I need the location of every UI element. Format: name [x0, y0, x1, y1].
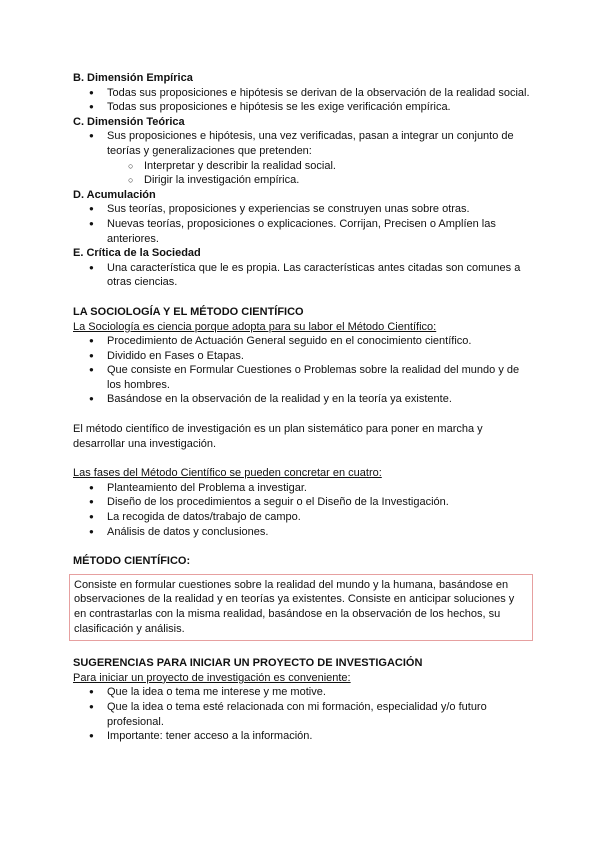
- sociologia-intro: La Sociología es ciencia porque adopta para su labor el Método Científico:: [73, 320, 437, 333]
- list-item: ● Planteamiento del Problema a investigar.: [73, 481, 533, 496]
- spacer: [73, 539, 533, 554]
- metodo-definition-text: Consiste en formular cuestiones sobre la realidad del mundo y la humana, basándose en observaciones de la realidad y en teorías ya existentes. Consiste en anticipar soluciones y en contrastarlas con la misma realidad, basándose en la observación de los hechos, su clasificación y análisis.: [74, 578, 515, 635]
- list-item: ● Nuevas teorías, proposiciones o explicaciones. Corrijan, Precisen o Amplíen las anteriores.: [73, 217, 533, 246]
- list-acumulacion: [73, 202, 533, 246]
- list-item: ● Que la idea o tema me interese y me motive.: [73, 685, 533, 700]
- heading-sociologia-metodo: LA SOCIOLOGÍA Y EL MÉTODO CIENTÍFICO: [73, 305, 304, 318]
- heading-acumulacion: D. Acumulación: [73, 188, 156, 201]
- list-item: ● Análisis de datos y conclusiones.: [73, 525, 533, 540]
- heading-metodo-cientifico: MÉTODO CIENTÍFICO:: [73, 555, 191, 568]
- metodo-paragraph: El método científico de investigación es un plan sistemático para poner en marcha y desarrollar una investigación.: [73, 423, 483, 450]
- list-dimension-empirica: [73, 86, 533, 115]
- heading-critica-sociedad: E. Crítica de la Sociedad: [73, 247, 201, 260]
- list-item: ● Una característica que le es propia. Las características antes citadas son comunes a otras ciencias.: [73, 261, 533, 290]
- list-item: ● Sus teorías, proposiciones y experiencias se construyen unas sobre otras.: [73, 202, 533, 217]
- document-content: [73, 71, 533, 744]
- heading-sugerencias: SUGERENCIAS PARA INICIAR UN PROYECTO DE INVESTIGACIÓN: [73, 657, 423, 670]
- list-sugerencias: [73, 685, 533, 743]
- sub-list-item: ○ Dirigir la investigación empírica.: [73, 173, 533, 188]
- metodo-definition-box: [69, 574, 533, 641]
- list-critica-sociedad: [73, 261, 533, 290]
- sub-list-item: ○ Interpretar y describir la realidad social.: [73, 159, 533, 174]
- list-item: ● Dividido en Fases o Etapas.: [73, 349, 533, 364]
- list-item: ● Sus proposiciones e hipótesis, una vez verificadas, pasan a integrar un conjunto de teorías y generalizaciones que pretenden:: [73, 129, 533, 158]
- spacer: [73, 290, 533, 305]
- list-item: ● La recogida de datos/trabajo de campo.: [73, 510, 533, 525]
- spacer: [73, 641, 533, 656]
- list-fases: [73, 481, 533, 539]
- sugerencias-intro: Para iniciar un proyecto de investigación es conveniente:: [73, 671, 351, 684]
- list-item: ● Diseño de los procedimientos a seguir o el Diseño de la Investigación.: [73, 495, 533, 510]
- fases-intro: Las fases del Método Científico se pueden concretar en cuatro:: [73, 467, 382, 480]
- list-item: ● Importante: tener acceso a la información.: [73, 729, 533, 744]
- list-item: ● Que consiste en Formular Cuestiones o Problemas sobre la realidad del mundo y de los hombres.: [73, 363, 533, 392]
- heading-dimension-teorica: C. Dimensión Teórica: [73, 115, 185, 128]
- list-item: ● Procedimiento de Actuación General seguido en el conocimiento científico.: [73, 334, 533, 349]
- heading-dimension-empirica: B. Dimensión Empírica: [73, 72, 193, 84]
- spacer: [73, 407, 533, 422]
- list-item: ● Todas sus proposiciones e hipótesis se derivan de la observación de la realidad social.: [73, 86, 533, 101]
- list-item: ● Que la idea o tema esté relacionada con mi formación, especialidad y/o futuro profesional.: [73, 700, 533, 729]
- list-sociologia: [73, 334, 533, 407]
- spacer: [73, 451, 533, 466]
- sublist-dimension-teorica: [73, 159, 533, 188]
- list-item: ● Basándose en la observación de la realidad y en la teoría ya existente.: [73, 392, 533, 407]
- list-item: ● Todas sus proposiciones e hipótesis se les exige verificación empírica.: [73, 100, 533, 115]
- list-dimension-teorica: [73, 129, 533, 158]
